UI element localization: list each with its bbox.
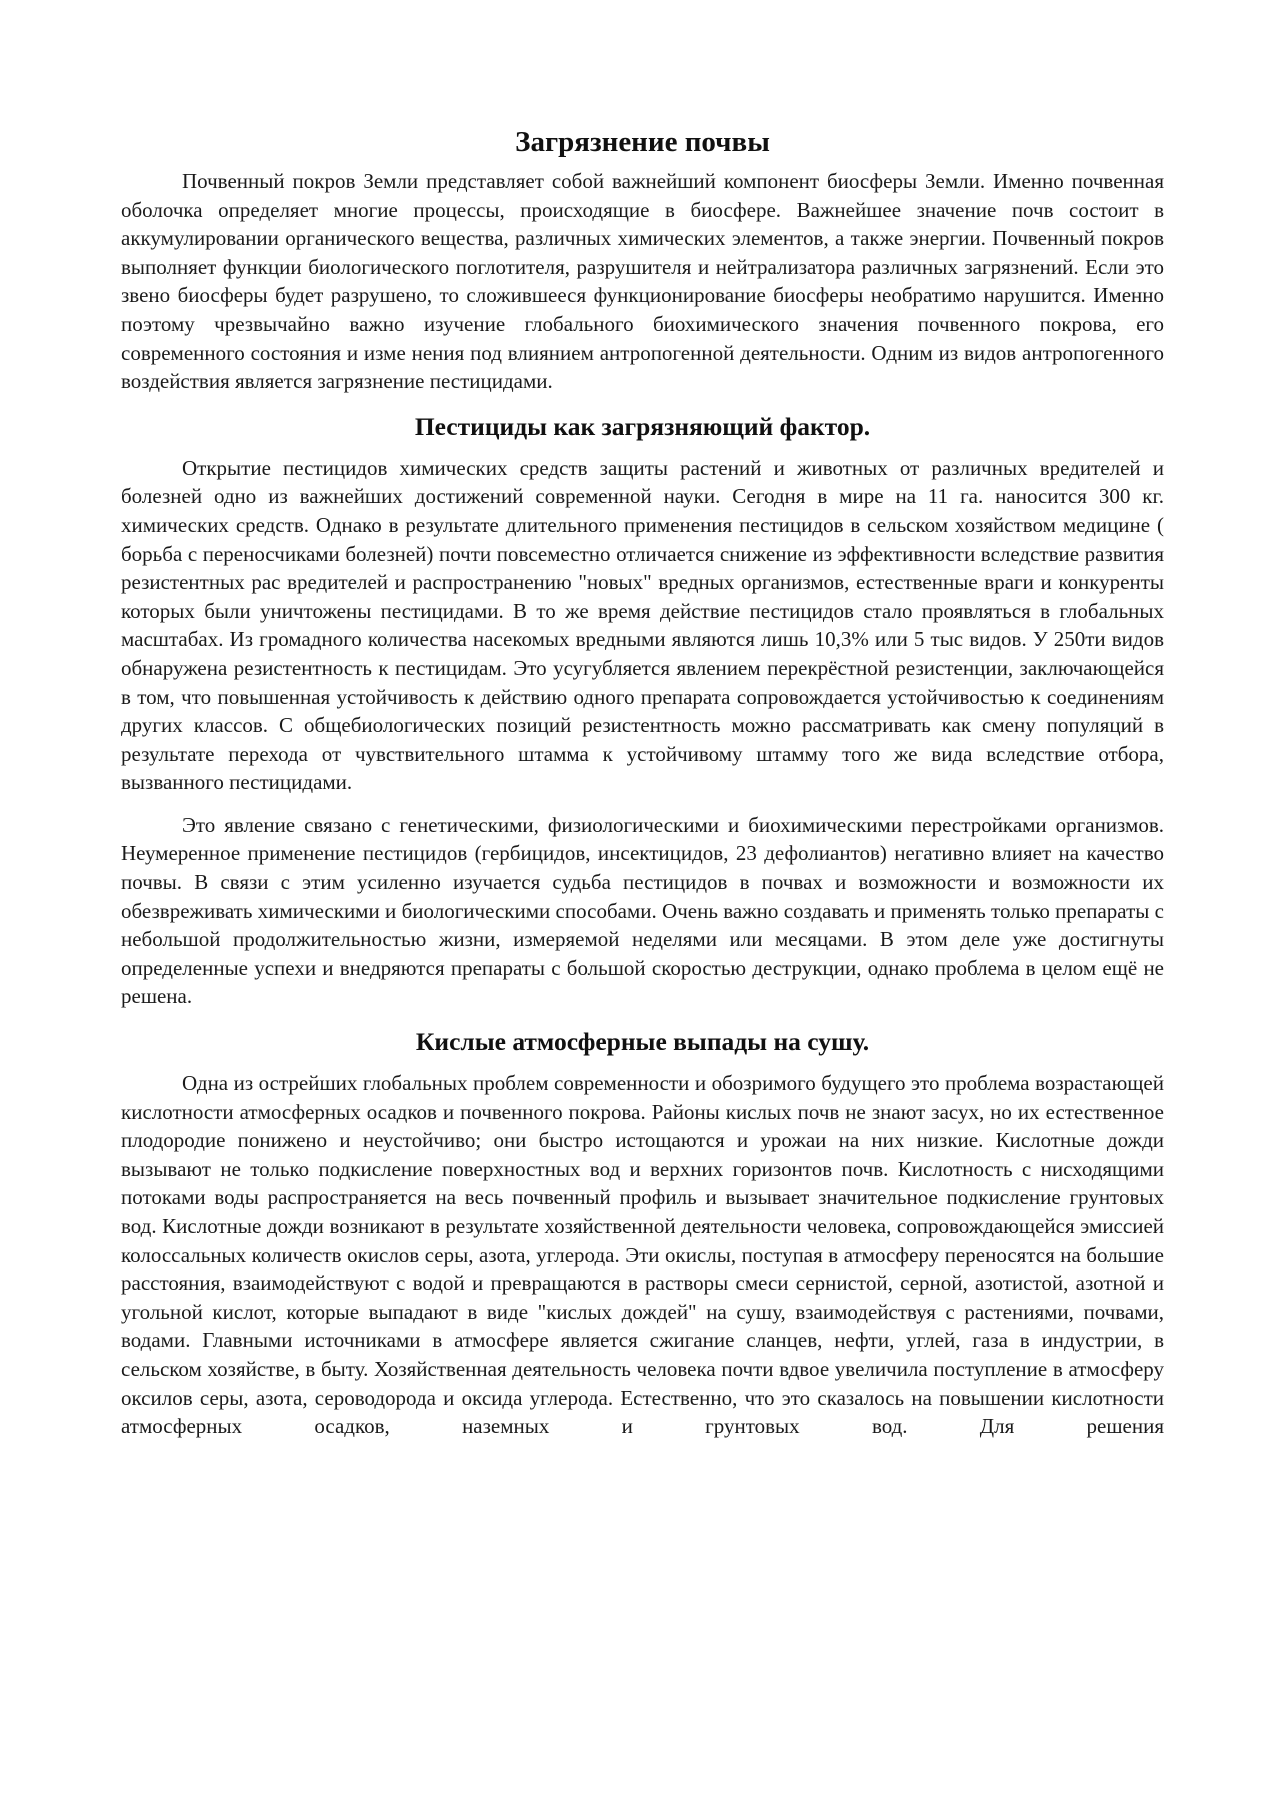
document-page (121, 122, 1164, 1441)
section-heading-acid-rain: Кислые атмосферные выпады на сушу. (415, 1027, 870, 1057)
paragraph-intro: Почвенный покров Земли представляет собой важнейший компонент биосферы Земли. Именно почвенная оболочка определяет многие процессы, происходящие в биосфере. Важнейшее значение почв состоит в аккумулировании органического вещества, различных химических элементов, а также энергии. Почвенный покров выполняет функции биологического поглотителя, разрушителя и нейтрализатора различных загрязнений. Если это звено биосферы будет разрушено, то сложившееся функционирование биосферы необратимо нарушится. Именно поэтому чрезвычайно важно изучение глобального биохимического значения почвенного покрова, его современного состояния и изме нения под влиянием антропогенной деятельности. Одним из видов антропогенного воздействия является загрязнение пестицидами. (121, 169, 1164, 394)
section-heading-pesticides: Пестициды как загрязняющий фактор. (414, 411, 871, 441)
paragraph-pesticides-2: Это явление связано с генетическими, физиологическими и биохимическими перестройками организмов. Неумеренное применение пестицидов (гербицидов, инсектицидов, 23 дефолиантов) негативно влияет на качество почвы. В связи с этим усиленно изучается судьба пестицидов в почвах и возможности и возможности их обезвреживать химическими и биологическими способами. Очень важно создавать и применять только препараты с небольшой продолжительностью жизни, измеряемой неделями или месяцами. В этом деле уже достигнуты определенные успехи и внедряются препараты с большой скоростью деструкции, однако проблема в целом ещё не решена. (121, 812, 1164, 1009)
document-title: Загрязнение почвы (515, 126, 770, 158)
paragraph-acid-rain: Одна из острейших глобальных проблем современности и обозримого будущего это проблема возрастающей кислотности атмосферных осадков и почвенного покрова. Районы кислых почв не знают засух, но их естественное плодородие понижено и неустойчиво; они быстро истощаются и урожаи на них низкие. Кислотные дожди вызывают не только подкисление поверхностных вод и верхних горизонтов почв. Кислотность с нисходящими потоками воды распространяется на весь почвенный профиль и вызывает значительное подкисление грунтовых вод. Кислотные дожди возникают в результате хозяйственной деятельности человека, сопровождающейся эмиссией колоссальных количеств окислов серы, азота, углерода. Эти окислы, поступая в атмосферу переносятся на большие расстояния, взаимодействуют с водой и превращаются в растворы смеси сернистой, серной, азотистой, азотной и угольной кислот, которые выпадают в виде "кислых дождей" на сушу, взаимодействуя с растениями, почвами, водами. Главными источниками в атмосфере является сжигание сланцев, нефти, углей, газа в индустрии, в сельском хозяйстве, в быту. Хозяйственная деятельность человека почти вдвое увеличила поступление в атмосферу оксилов серы, азота, сероводорода и оксида углерода. Естественно, что это сказалось на повышении кислотности атмосферных осадков, наземных и грунтовых вод. Для решения (121, 1071, 1164, 1439)
paragraph-pesticides-1: Открытие пестицидов химических средств защиты растений и животных от различных вредителей и болезней одно из важнейших достижений современной науки. Сегодня в мире на 11 га. наносится 300 кг. химических средств. Однако в результате длительного применения пестицидов в сельском хозяйством медицине ( борьба с переносчиками болезней) почти повсеместно отличается снижение из эффективности вследствие развития резистентных рас вредителей и распространению "новых" вредных организмов, естественные враги и конкуренты которых были уничтожены пестицидами. В то же время действие пестицидов стало проявляться в глобальных масштабах. Из громадного количества насекомых вредными являются лишь 10,3% или 5 тыс видов. У 250ти видов обнаружена резистентность к пестицидам. Это усугубляется явлением перекрёстной резистенции, заключающейся в том, что повышенная устойчивость к действию одного препарата сопровождается устойчивостью к соединениям других классов. С общебиологических позиций резистентность можно рассматривать как смену популяций в результате перехода от чувствительного штамма к устойчивому штамму того же вида вследствие отбора, вызванного пестицидами. (121, 455, 1164, 795)
